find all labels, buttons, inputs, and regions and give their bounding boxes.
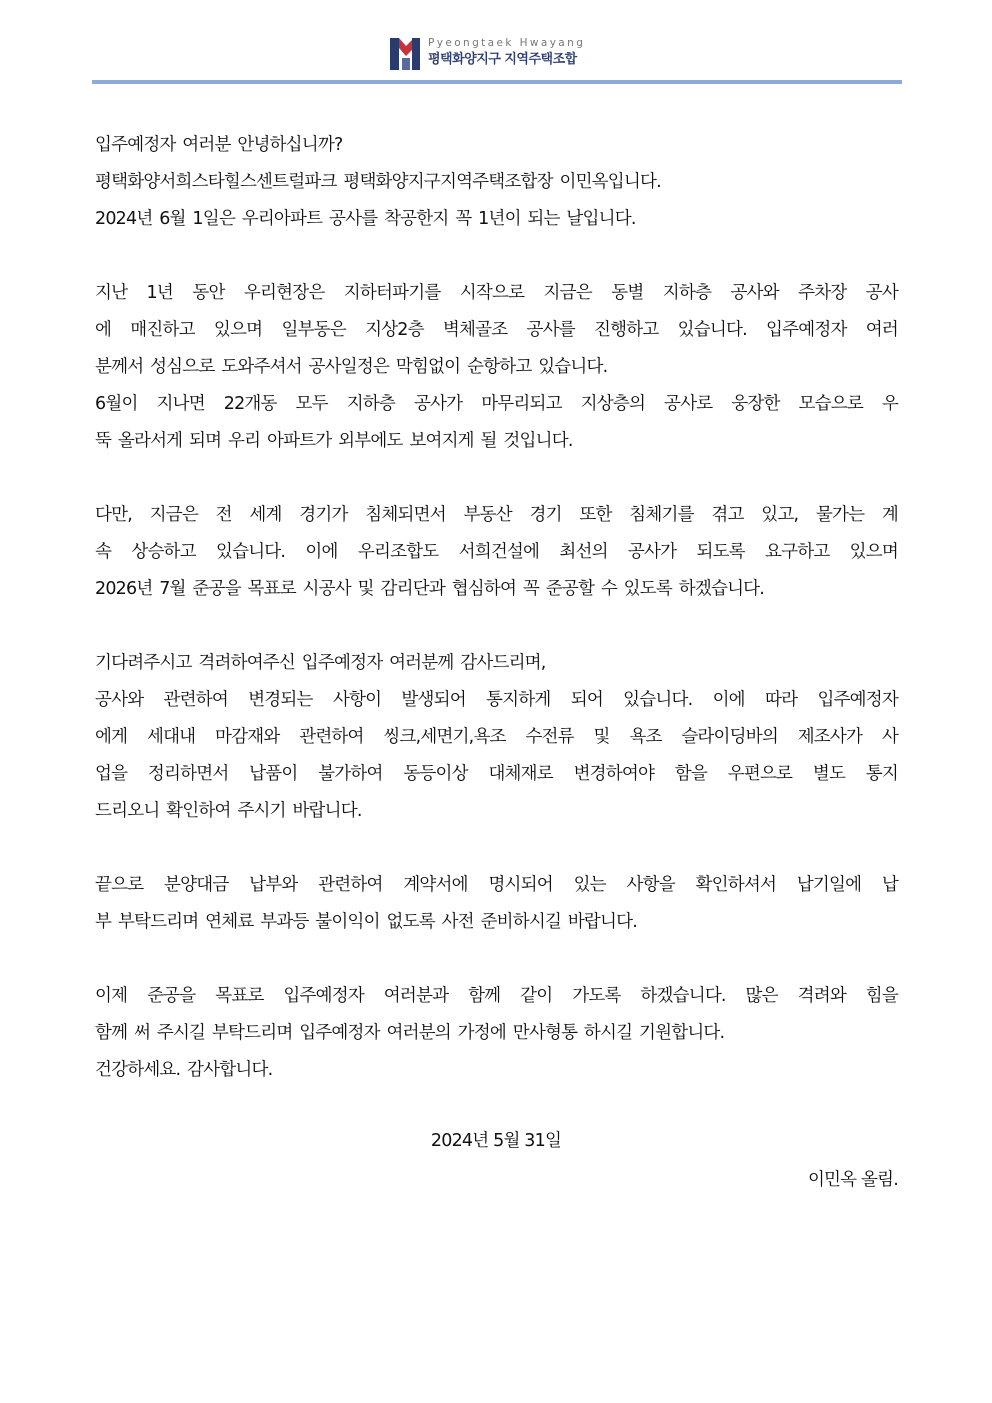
paragraph-line: 다만, 지금은 전 세계 경기가 침체되면서 부동산 경기 또한 침체기를 겪고 있고, 물가는 계	[95, 505, 898, 525]
letterhead	[0, 32, 992, 78]
paragraph-line: 이제 준공을 목표로 입주예정자 여러분과 함께 같이 가도록 하겠습니다. 많은 격려와 힘을	[95, 986, 898, 1006]
paragraph-line: 6월이 지나면 22개동 모두 지하층 공사가 마무리되고 지상층의 공사로 웅장한 모습으로 우	[95, 394, 898, 414]
paragraph-line: 속 상승하고 있습니다. 이에 우리조합도 서희건설에 최선의 공사가 되도록 요구하고 있으며	[95, 542, 898, 562]
header-divider	[92, 80, 902, 84]
logo-korean-name: 평택화양지구 지역주택조합	[428, 52, 577, 67]
economy-paragraph	[95, 497, 898, 608]
paragraph-line: 건강하세요. 감사합니다.	[95, 1060, 273, 1080]
greeting-paragraph	[95, 127, 898, 238]
material-change-paragraph	[95, 645, 898, 830]
letter-date: 2024년 5월 31일	[430, 1131, 562, 1151]
letter-body	[95, 127, 898, 1089]
paragraph-line: 함께 써 주시길 부탁드리며 입주예정자 여러분의 가정에 만사형통 하시길 기원합니다.	[95, 1023, 725, 1043]
paragraph-line: 2026년 7월 준공을 목표로 시공사 및 감리단과 협심하여 꼭 준공할 수 있도록 하겠습니다.	[95, 579, 765, 599]
greeting-line: 입주예정자 여러분 안녕하십니까?	[95, 135, 343, 155]
paragraph-line: 기다려주시고 격려하여주신 입주예정자 여러분께 감사드리며,	[95, 653, 546, 673]
closing-paragraph	[95, 978, 898, 1089]
paragraph-line: 업을 정리하면서 납품이 불가하여 동등이상 대체재로 변경하여야 함을 우편으로 별도 통지	[95, 764, 898, 784]
greeting-line: 2024년 6월 1일은 우리아파트 공사를 착공한지 꼭 1년이 되는 날입니다.	[95, 209, 636, 229]
paragraph-line: 부 부탁드리며 연체료 부과등 불이익이 없도록 사전 준비하시길 바랍니다.	[95, 912, 638, 932]
paragraph-line: 끝으로 분양대금 납부와 관련하여 계약서에 명시되어 있는 사항을 확인하셔서 납기일에 납	[95, 875, 898, 895]
construction-progress-paragraph	[95, 275, 898, 460]
payment-paragraph	[95, 867, 898, 941]
paragraph-line: 분께서 성심으로 도와주셔서 공사일정은 막힘없이 순항하고 있습니다.	[95, 357, 608, 377]
paragraph-line: 뚝 올라서게 되며 우리 아파트가 외부에도 보여지게 될 것입니다.	[95, 431, 573, 451]
logo-wordmark	[428, 36, 628, 69]
paragraph-line: 에게 세대내 마감재와 관련하여 씽크,세면기,욕조 수전류 및 욕조 슬라이딩바의 제조사가 사	[95, 727, 898, 747]
paragraph-line: 지난 1년 동안 우리현장은 지하터파기를 시작으로 지금은 동별 지하층 공사와 주차장 공사	[95, 283, 898, 303]
union-logo-icon	[390, 36, 420, 72]
letter-signature: 이민옥 올림.	[807, 1170, 898, 1190]
paragraph-line: 에 매진하고 있으며 일부동은 지상2층 벽체골조 공사를 진행하고 있습니다. 입주예정자 여러	[95, 320, 898, 340]
paragraph-line: 공사와 관련하여 변경되는 사항이 발생되어 통지하게 되어 있습니다. 이에 따라 입주예정자	[95, 690, 898, 710]
paragraph-line: 드리오니 확인하여 주시기 바랍니다.	[95, 801, 362, 821]
logo-english-name: Pyeongtaek Hwayang	[428, 37, 586, 49]
greeting-line: 평택화양서희스타힐스센트럴파크 평택화양지구지역주택조합장 이민옥입니다.	[95, 172, 661, 192]
